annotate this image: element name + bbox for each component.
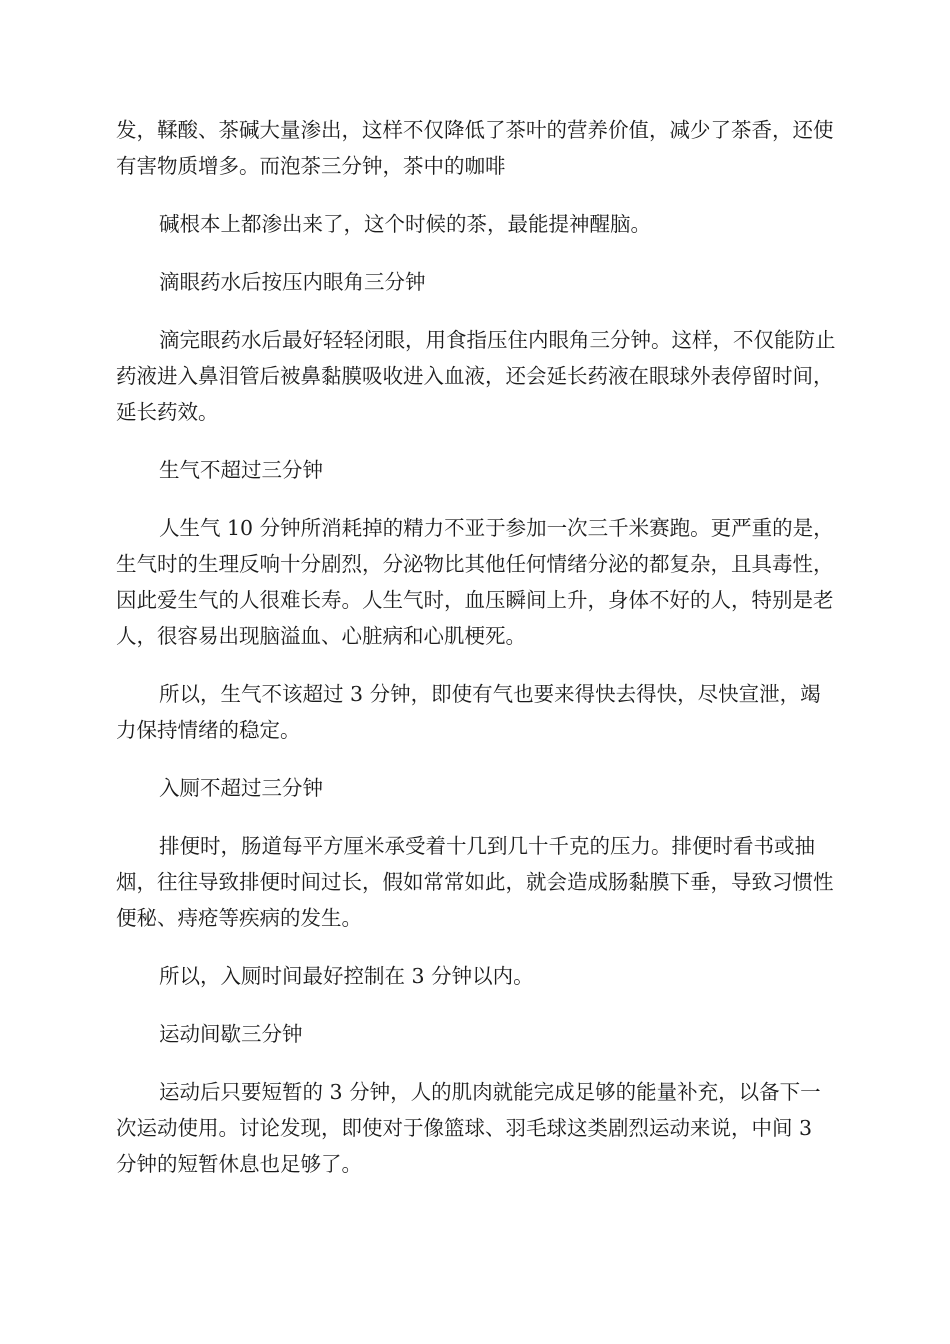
section-heading-anger: 生气不超过三分钟 [159, 458, 323, 482]
paragraph-eye-drops: 滴完眼药水后最好轻轻闭眼，用食指压住内眼角三分钟。这样，不仅能防止药液进入鼻泪管后被鼻黏膜吸收进入血液，还会延长药液在眼球外表停留时间，延长药效。 [116, 328, 836, 424]
section-heading-toilet: 入厕不超过三分钟 [159, 776, 323, 800]
section-heading-exercise-rest: 运动间歇三分钟 [159, 1022, 303, 1046]
paragraph-toilet-effects: 排便时，肠道每平方厘米承受着十几到几十千克的压力。排便时看书或抽烟，往往导致排便时间过长，假如常常如此，就会造成肠黏膜下垂，导致习惯性便秘、痔疮等疾病的发生。 [116, 834, 834, 930]
section-heading-eye-drops: 滴眼药水后按压内眼角三分钟 [159, 270, 426, 294]
paragraph-tea-caffeine: 碱根本上都渗出来了，这个时候的茶，最能提神醒脑。 [159, 212, 651, 236]
paragraph-toilet-advice: 所以，入厕时间最好控制在 3 分钟以内。 [159, 964, 534, 988]
paragraph-anger-effects: 人生气 10 分钟所消耗掉的精力不亚于参加一次三千米赛跑。更严重的是，生气时的生理反响十分剧烈，分泌物比其他任何情绪分泌的都复杂，且具毒性，因此爱生气的人很难长寿。人生气时，血压瞬间上升，身体不好的人，特别是老人，很容易出现脑溢血、心脏病和心肌梗死。 [116, 516, 834, 648]
paragraph-anger-advice: 所以，生气不该超过 3 分钟，即使有气也要来得快去得快，尽快宣泄，竭力保持情绪的稳定。 [116, 682, 821, 742]
document-body [116, 112, 836, 1204]
paragraph-tea-continuation: 发，鞣酸、茶碱大量渗出，这样不仅降低了茶叶的营养价值，减少了茶香，还使有害物质增多。而泡茶三分钟，茶中的咖啡 [116, 118, 834, 178]
paragraph-exercise-rest: 运动后只要短暂的 3 分钟，人的肌肉就能完成足够的能量补充，以备下一次运动使用。讨论发现，即使对于像篮球、羽毛球这类剧烈运动来说，中间 3 分钟的短暂休息也足够了。 [116, 1080, 821, 1176]
